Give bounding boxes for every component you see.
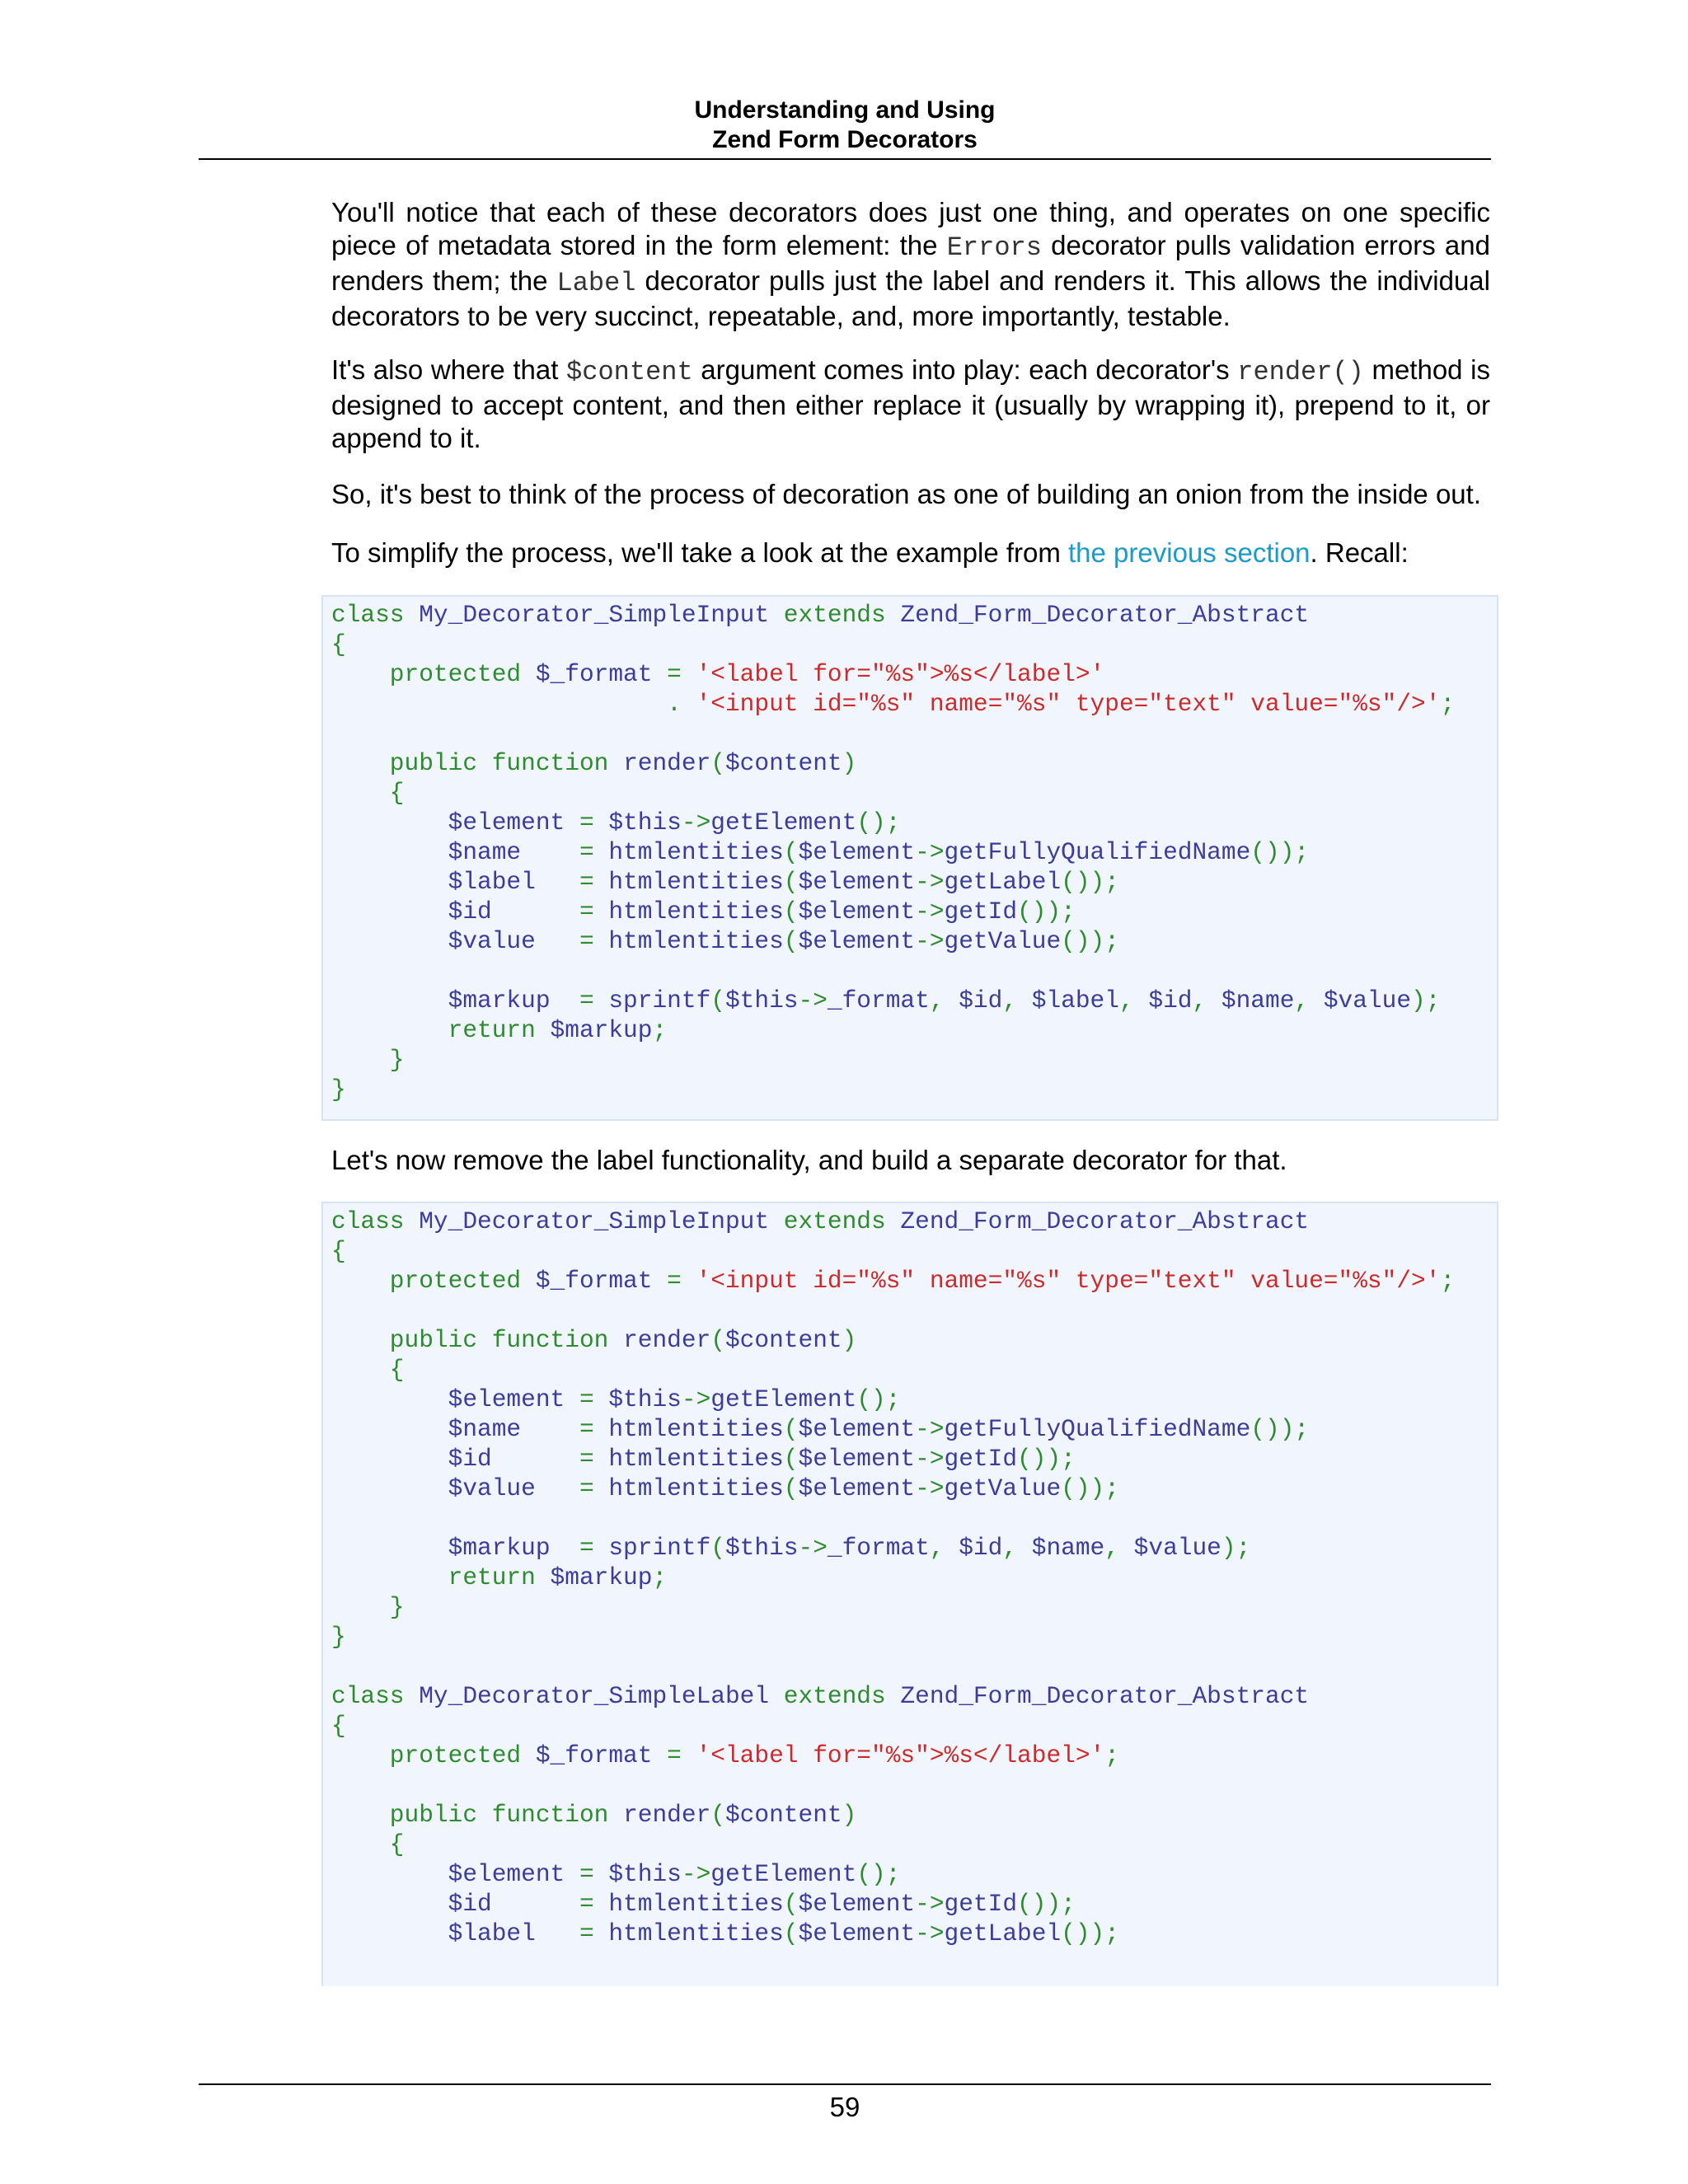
header-line-1: Understanding and Using xyxy=(694,96,996,124)
text-run: method is designed to accept content, and then either replace it (usually by wrapping it), prepend to it, or append to it. xyxy=(331,354,1490,453)
code-line xyxy=(331,1741,1497,1770)
code-token: -> xyxy=(915,1890,945,1918)
code-line xyxy=(331,1711,1497,1741)
code-token: getValue xyxy=(944,927,1062,955)
inline-code-content: $content xyxy=(566,357,693,387)
code-token: , xyxy=(1104,1534,1134,1562)
code-token: getId xyxy=(944,1890,1018,1918)
code-token: getFullyQualifiedName xyxy=(944,838,1251,866)
code-token: My_Decorator_SimpleLabel xyxy=(419,1682,784,1710)
code-token: $value xyxy=(331,927,579,955)
code-token: getId xyxy=(944,1445,1018,1473)
code-token: ; xyxy=(1440,1267,1456,1295)
code-token: render xyxy=(623,1326,711,1354)
code-token: = xyxy=(579,838,609,866)
code-token: -> xyxy=(681,808,711,837)
code-token: protected xyxy=(331,660,536,688)
code-token: return xyxy=(331,1563,551,1591)
code-token: = xyxy=(579,1445,609,1473)
code-token: , xyxy=(1002,987,1032,1015)
code-token: $markup xyxy=(550,1563,653,1591)
code-token: ); xyxy=(1411,987,1441,1015)
code-token: _format xyxy=(827,987,930,1015)
code-token: $_format xyxy=(535,1267,668,1295)
code-token: ()); xyxy=(1061,1919,1119,1947)
code-token: getElement xyxy=(710,1385,857,1413)
code-line xyxy=(331,867,1497,897)
running-header xyxy=(199,96,1491,155)
code-token: -> xyxy=(915,1415,945,1443)
code-token: -> xyxy=(915,927,945,955)
text-run: . Recall: xyxy=(1310,537,1409,568)
code-token: = xyxy=(579,1890,609,1918)
code-line xyxy=(331,778,1497,808)
code-token: ); xyxy=(1221,1534,1251,1562)
footer-rule xyxy=(199,2083,1491,2085)
code-token: My_Decorator_SimpleInput xyxy=(419,1207,784,1235)
code-token: $label xyxy=(331,868,579,896)
code-line xyxy=(331,1414,1497,1444)
code-token: ; xyxy=(1440,690,1456,718)
code-block-separate-decorators xyxy=(321,1202,1498,1986)
code-line xyxy=(331,1015,1497,1045)
code-line xyxy=(331,1266,1497,1296)
code-token: $label xyxy=(331,1919,579,1947)
code-token: ( xyxy=(783,1415,799,1443)
code-token: $value xyxy=(1133,1534,1221,1562)
code-token: , xyxy=(929,1534,959,1562)
code-token: ()); xyxy=(1061,927,1119,955)
code-token: ( xyxy=(710,1326,725,1354)
code-token: '<input id="%s" name="%s" type="text" value="%s"/>' xyxy=(696,1267,1441,1295)
code-token: { xyxy=(331,630,346,658)
code-token: $label xyxy=(1031,987,1119,1015)
code-token: $element xyxy=(798,898,916,926)
code-line xyxy=(331,1444,1497,1474)
code-token: = xyxy=(579,1415,609,1443)
code-token: $element xyxy=(798,1474,916,1502)
code-token: -> xyxy=(798,1534,828,1562)
code-line xyxy=(331,1533,1497,1563)
code-token: Zend_Form_Decorator_Abstract xyxy=(900,1207,1310,1235)
code-token: , xyxy=(1294,987,1324,1015)
code-token: ()); xyxy=(1017,1445,1076,1473)
code-token: extends xyxy=(783,1207,901,1235)
code-token: } xyxy=(331,1623,346,1651)
code-token: class xyxy=(331,1682,420,1710)
code-line xyxy=(331,748,1497,778)
code-token: ( xyxy=(783,838,799,866)
code-line xyxy=(331,926,1497,956)
code-line xyxy=(331,1652,1497,1681)
code-token: $name xyxy=(331,1415,579,1443)
code-token: , xyxy=(1002,1534,1032,1562)
code-token: = xyxy=(667,1741,696,1769)
code-token: { xyxy=(331,1712,346,1740)
code-line xyxy=(331,659,1497,689)
code-token: $value xyxy=(331,1474,579,1502)
code-token: '<input id="%s" name="%s" type="text" value="%s"/>' xyxy=(696,690,1441,718)
code-line xyxy=(331,1889,1497,1919)
code-token: = xyxy=(579,1385,609,1413)
code-token: $markup xyxy=(550,1016,653,1044)
code-token: htmlentities xyxy=(608,1445,784,1473)
text-run: To simplify the process, we'll take a look at the example from xyxy=(331,537,1069,568)
code-token: class xyxy=(331,1207,420,1235)
code-line xyxy=(331,1770,1497,1800)
code-line xyxy=(331,1474,1497,1503)
code-token: $element xyxy=(331,1860,579,1888)
code-line xyxy=(331,689,1497,719)
code-token: -> xyxy=(681,1860,711,1888)
code-token: getFullyQualifiedName xyxy=(944,1415,1251,1443)
code-token: public function xyxy=(331,1326,624,1354)
code-line xyxy=(331,1296,1497,1325)
code-token: extends xyxy=(783,1682,901,1710)
code-token: = xyxy=(579,1860,609,1888)
page-number: 59 xyxy=(829,2092,860,2122)
code-token: $markup xyxy=(331,1534,579,1562)
code-token: getId xyxy=(944,898,1018,926)
code-line xyxy=(331,1325,1497,1355)
code-token: ) xyxy=(842,1801,857,1829)
code-token: ( xyxy=(783,1474,799,1502)
code-token: ( xyxy=(783,898,799,926)
code-token: (); xyxy=(856,808,901,837)
code-token: } xyxy=(331,1076,346,1104)
code-token: sprintf xyxy=(608,1534,711,1562)
code-token: $element xyxy=(798,1445,916,1473)
text-run: decorator pulls just the label and renders it. This allows the individual decorators to be very succinct, repeatable, and, more importantly, testable. xyxy=(331,265,1490,331)
code-token: getElement xyxy=(710,1860,857,1888)
code-token: ()); xyxy=(1017,898,1076,926)
code-token: $_format xyxy=(535,1741,668,1769)
code-token: = xyxy=(579,1919,609,1947)
code-token: (); xyxy=(856,1860,901,1888)
code-token: -> xyxy=(681,1385,711,1413)
code-line xyxy=(331,897,1497,926)
code-line xyxy=(331,986,1497,1015)
code-token: $_format xyxy=(535,660,668,688)
code-token: -> xyxy=(915,1445,945,1473)
code-token: sprintf xyxy=(608,987,711,1015)
code-token: class xyxy=(331,601,420,629)
code-token: $name xyxy=(1221,987,1295,1015)
code-token: htmlentities xyxy=(608,1890,784,1918)
code-token: $content xyxy=(724,749,842,777)
code-token: $this xyxy=(608,1385,682,1413)
code-token: ( xyxy=(710,1534,725,1562)
paragraph-decorators-single-purpose xyxy=(331,196,1490,333)
code-line xyxy=(331,1800,1497,1830)
code-token: Zend_Form_Decorator_Abstract xyxy=(900,1682,1310,1710)
code-token: { xyxy=(331,1237,346,1265)
code-token: (); xyxy=(856,1385,901,1413)
code-line xyxy=(331,1236,1497,1266)
code-token: $element xyxy=(331,1385,579,1413)
code-token: $content xyxy=(724,1326,842,1354)
code-line xyxy=(331,1563,1497,1592)
code-token: = xyxy=(579,808,609,837)
code-token: , xyxy=(1118,987,1149,1015)
code-token: ) xyxy=(842,1326,857,1354)
paragraph-content-argument xyxy=(331,354,1490,455)
code-line xyxy=(331,1075,1497,1104)
code-token: ( xyxy=(783,1919,799,1947)
code-token: -> xyxy=(915,868,945,896)
code-token: $element xyxy=(798,927,916,955)
code-token: ; xyxy=(1104,1741,1119,1769)
code-token: public function xyxy=(331,749,624,777)
code-line xyxy=(331,956,1497,986)
inline-code-render: render() xyxy=(1237,357,1364,387)
code-token: $name xyxy=(1031,1534,1105,1562)
code-line xyxy=(331,1045,1497,1075)
code-token: = xyxy=(579,1534,609,1562)
code-token: render xyxy=(623,749,711,777)
code-token: htmlentities xyxy=(608,898,784,926)
code-token: getLabel xyxy=(944,868,1062,896)
code-line xyxy=(331,719,1497,748)
code-token: getElement xyxy=(710,808,857,837)
code-token: protected xyxy=(331,1267,536,1295)
code-token: ()); xyxy=(1250,838,1310,866)
code-token: = xyxy=(579,898,609,926)
code-token: $element xyxy=(798,1415,916,1443)
code-token: extends xyxy=(783,601,901,629)
code-token: ( xyxy=(783,1445,799,1473)
code-token: $content xyxy=(724,1801,842,1829)
code-line xyxy=(331,837,1497,867)
code-token: htmlentities xyxy=(608,927,784,955)
code-token: htmlentities xyxy=(608,868,784,896)
code-token: $element xyxy=(331,808,579,837)
code-line xyxy=(331,1385,1497,1414)
code-token: = xyxy=(667,660,696,688)
paragraph-onion: So, it's best to think of the process of decoration as one of building an onion from the inside out. xyxy=(331,479,1481,509)
code-token: htmlentities xyxy=(608,1474,784,1502)
code-line xyxy=(331,1681,1497,1711)
header-rule xyxy=(199,158,1491,160)
code-token: htmlentities xyxy=(608,838,784,866)
code-token: -> xyxy=(915,1474,945,1502)
paragraph-remove-label: Let's now remove the label functionality, and build a separate decorator for that. xyxy=(331,1145,1287,1175)
code-token: = xyxy=(579,1474,609,1502)
code-token: { xyxy=(331,779,405,807)
code-token: $id xyxy=(331,898,579,926)
code-line xyxy=(331,808,1497,837)
paragraph-recall xyxy=(331,537,1490,569)
code-token: { xyxy=(331,1356,405,1384)
code-token: = xyxy=(579,927,609,955)
code-token: Zend_Form_Decorator_Abstract xyxy=(900,601,1310,629)
code-token: ()); xyxy=(1061,868,1119,896)
code-token: render xyxy=(623,1801,711,1829)
code-token: '<label for="%s">%s</label>' xyxy=(696,1741,1105,1769)
text-run: decorator pulls validation errors and renders them; the xyxy=(331,230,1490,296)
code-token: } xyxy=(331,1593,405,1621)
code-token: htmlentities xyxy=(608,1919,784,1947)
code-token: $element xyxy=(798,868,916,896)
code-token: ( xyxy=(710,749,725,777)
code-token: $this xyxy=(608,1860,682,1888)
code-line xyxy=(331,1919,1497,1948)
code-token: } xyxy=(331,1046,405,1074)
code-token: = xyxy=(579,987,609,1015)
code-token: $this xyxy=(724,987,799,1015)
code-token: $this xyxy=(608,808,682,837)
code-token: ()); xyxy=(1250,1415,1310,1443)
code-token: = xyxy=(579,868,609,896)
previous-section-link[interactable]: the previous section xyxy=(1068,537,1311,568)
code-token: $markup xyxy=(331,987,579,1015)
code-token: -> xyxy=(915,898,945,926)
code-token: ()); xyxy=(1017,1890,1076,1918)
code-token: -> xyxy=(915,838,945,866)
code-token: $id xyxy=(959,987,1003,1015)
code-token: $value xyxy=(1323,987,1412,1015)
code-token: '<label for="%s">%s</label>' xyxy=(696,660,1105,688)
code-token: My_Decorator_SimpleInput xyxy=(419,601,784,629)
code-token: protected xyxy=(331,1741,536,1769)
code-token: ( xyxy=(783,868,799,896)
text-run: You'll notice that each of these decorators does just one thing, and operates on one specific piece of metadata stored in the form element: the xyxy=(331,197,1490,260)
code-token: = xyxy=(667,1267,696,1295)
code-token: $element xyxy=(798,838,916,866)
code-token: ; xyxy=(652,1563,668,1591)
code-line xyxy=(331,1830,1497,1859)
code-token: ( xyxy=(783,1890,799,1918)
code-token: return xyxy=(331,1016,551,1044)
code-line xyxy=(331,1355,1497,1385)
code-line xyxy=(331,600,1497,630)
code-line xyxy=(331,1592,1497,1622)
code-token: $id xyxy=(331,1445,579,1473)
code-token: $name xyxy=(331,838,579,866)
inline-code-label: Label xyxy=(556,268,636,298)
code-token: $this xyxy=(724,1534,799,1562)
code-token: public function xyxy=(331,1801,624,1829)
code-token: $element xyxy=(798,1890,916,1918)
code-token: . xyxy=(331,690,696,718)
code-token: $element xyxy=(798,1919,916,1947)
code-line xyxy=(331,1859,1497,1889)
code-token: , xyxy=(929,987,959,1015)
code-token: ) xyxy=(842,749,857,777)
code-token: ( xyxy=(710,1801,725,1829)
code-token: ; xyxy=(652,1016,668,1044)
inline-code-errors: Errors xyxy=(946,232,1042,263)
code-line xyxy=(331,1503,1497,1533)
code-block-simple-input xyxy=(321,595,1498,1121)
code-token: $id xyxy=(331,1890,579,1918)
code-token: -> xyxy=(798,987,828,1015)
code-token: -> xyxy=(915,1919,945,1947)
code-token: getLabel xyxy=(944,1919,1062,1947)
code-token: , xyxy=(1192,987,1221,1015)
code-line xyxy=(331,630,1497,659)
code-token: ( xyxy=(783,927,799,955)
code-token: htmlentities xyxy=(608,1415,784,1443)
code-token: ()); xyxy=(1061,1474,1119,1502)
text-run: argument comes into play: each decorator's xyxy=(692,354,1238,385)
code-token: $id xyxy=(1148,987,1193,1015)
code-line xyxy=(331,1622,1497,1652)
code-token: $id xyxy=(959,1534,1003,1562)
code-token: { xyxy=(331,1830,405,1858)
code-token: ( xyxy=(710,987,725,1015)
header-line-2: Zend Form Decorators xyxy=(712,126,978,153)
text-run: It's also where that xyxy=(331,354,567,385)
code-token: _format xyxy=(827,1534,930,1562)
code-line xyxy=(331,1207,1497,1236)
code-token: getValue xyxy=(944,1474,1062,1502)
